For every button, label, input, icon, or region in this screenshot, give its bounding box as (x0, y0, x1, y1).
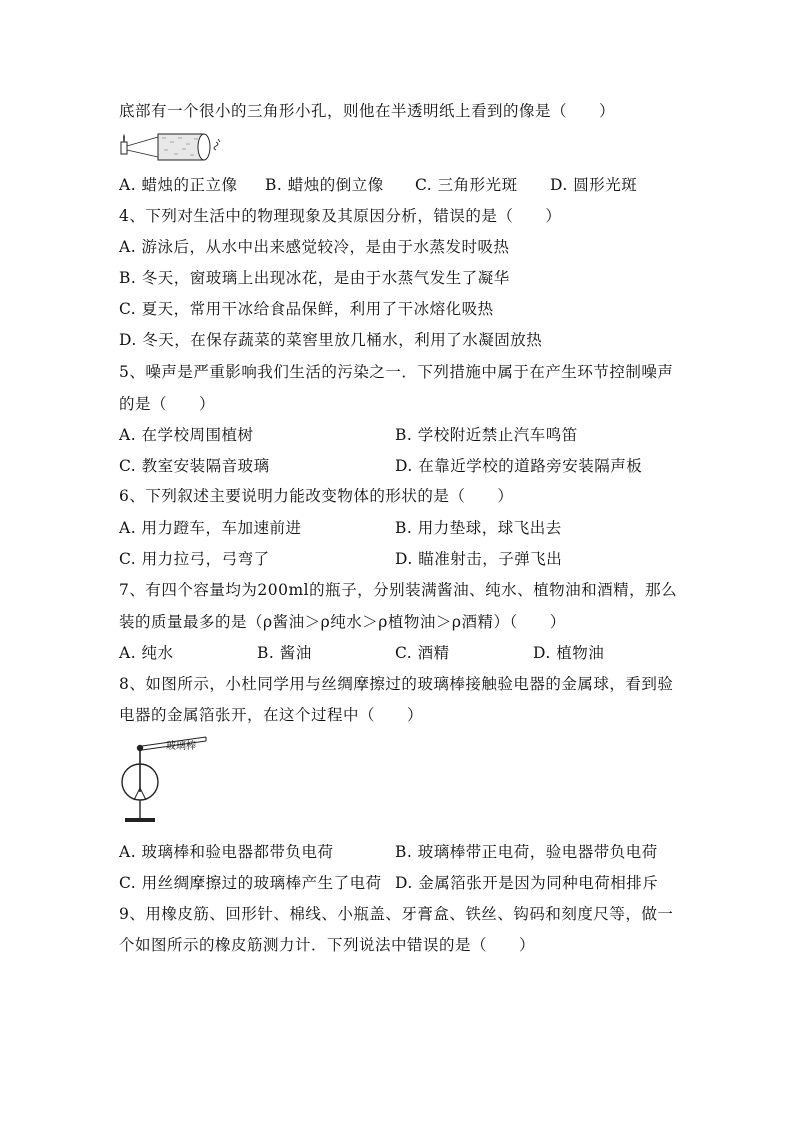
pinhole-camera-figure (118, 130, 230, 164)
electroscope-figure (118, 736, 218, 832)
q5-stem-line2: 的是（ ） (119, 395, 216, 413)
q8-option-d[interactable]: D. 金属箔张开是因为同种电荷相排斥 (395, 874, 659, 892)
q5-option-c[interactable]: C. 教室安装隔音玻璃 (119, 457, 270, 475)
q3-option-b[interactable]: B. 蜡烛的倒立像 (265, 176, 384, 194)
q8-option-a[interactable]: A. 玻璃棒和验电器都带负电荷 (119, 843, 334, 861)
q3-option-d[interactable]: D. 圆形光斑 (550, 176, 638, 194)
q6-option-c[interactable]: C. 用力拉弓，弓弯了 (119, 550, 270, 568)
q7-option-c[interactable]: C. 酒精 (395, 644, 450, 662)
q6-stem: 6、下列叙述主要说明力能改变物体的形状的是（ ） (119, 487, 514, 505)
q7-option-d[interactable]: D. 植物油 (533, 644, 605, 662)
q3-stem: 底部有一个很小的三角形小孔，则他在半透明纸上看到的像是（ ） (119, 102, 616, 120)
q8-stem-line1: 8、如图所示，小杜同学用与丝绸摩擦过的玻璃棒接触验电器的金属球，看到验 (119, 675, 674, 693)
q3-option-a[interactable]: A. 蜡烛的正立像 (119, 176, 238, 194)
q9-stem-line1: 9、用橡皮筋、回形针、棉线、小瓶盖、牙膏盒、铁丝、钩码和刻度尺等，做一 (119, 905, 674, 923)
q7-option-b[interactable]: B. 酱油 (257, 644, 312, 662)
q4-option-d[interactable]: D. 冬天，在保存蔬菜的菜窖里放几桶水，利用了水凝固放热 (119, 331, 543, 349)
q7-stem-line1: 7、有四个容量均为200ml的瓶子，分别装满酱油、纯水、植物油和酒精，那么 (119, 581, 678, 599)
q7-stem-line2: 装的质量最多的是（ρ酱油＞ρ纯水＞ρ植物油＞ρ酒精）（ ） (119, 613, 566, 631)
q3-option-c[interactable]: C. 三角形光斑 (415, 176, 518, 194)
q5-option-a[interactable]: A. 在学校周围植树 (119, 426, 254, 444)
q6-option-a[interactable]: A. 用力蹬车，车加速前进 (119, 519, 302, 537)
q4-option-c[interactable]: C. 夏天，常用干冰给食品保鲜，利用了干冰熔化吸热 (119, 300, 494, 318)
q9-stem-line2: 个如图所示的橡皮筋测力计．下列说法中错误的是（ ） (119, 936, 536, 954)
q4-option-b[interactable]: B. 冬天，窗玻璃上出现冰花，是由于水蒸气发生了凝华 (119, 269, 510, 287)
glass-rod-label: 玻璃棒 (166, 741, 196, 752)
q5-option-d[interactable]: D. 在靠近学校的道路旁安装隔声板 (395, 457, 643, 475)
q6-option-b[interactable]: B. 用力垫球，球飞出去 (395, 519, 562, 537)
q4-stem: 4、下列对生活中的物理现象及其原因分析，错误的是（ ） (119, 207, 562, 225)
q8-option-c[interactable]: C. 用丝绸摩擦过的玻璃棒产生了电荷 (119, 874, 382, 892)
q5-option-b[interactable]: B. 学校附近禁止汽车鸣笛 (395, 426, 578, 444)
q4-option-a[interactable]: A. 游泳后，从水中出来感觉较冷，是由于水蒸发时吸热 (119, 238, 510, 256)
q7-option-a[interactable]: A. 纯水 (119, 644, 174, 662)
q6-option-d[interactable]: D. 瞄准射击，子弹飞出 (395, 550, 563, 568)
q5-stem-line1: 5、噪声是严重影响我们生活的污染之一．下列措施中属于在产生环节控制噪声 (119, 363, 674, 381)
q8-option-b[interactable]: B. 玻璃棒带正电荷，验电器带负电荷 (395, 843, 658, 861)
q8-stem-line2: 电器的金属箔张开，在这个过程中（ ） (119, 706, 424, 724)
